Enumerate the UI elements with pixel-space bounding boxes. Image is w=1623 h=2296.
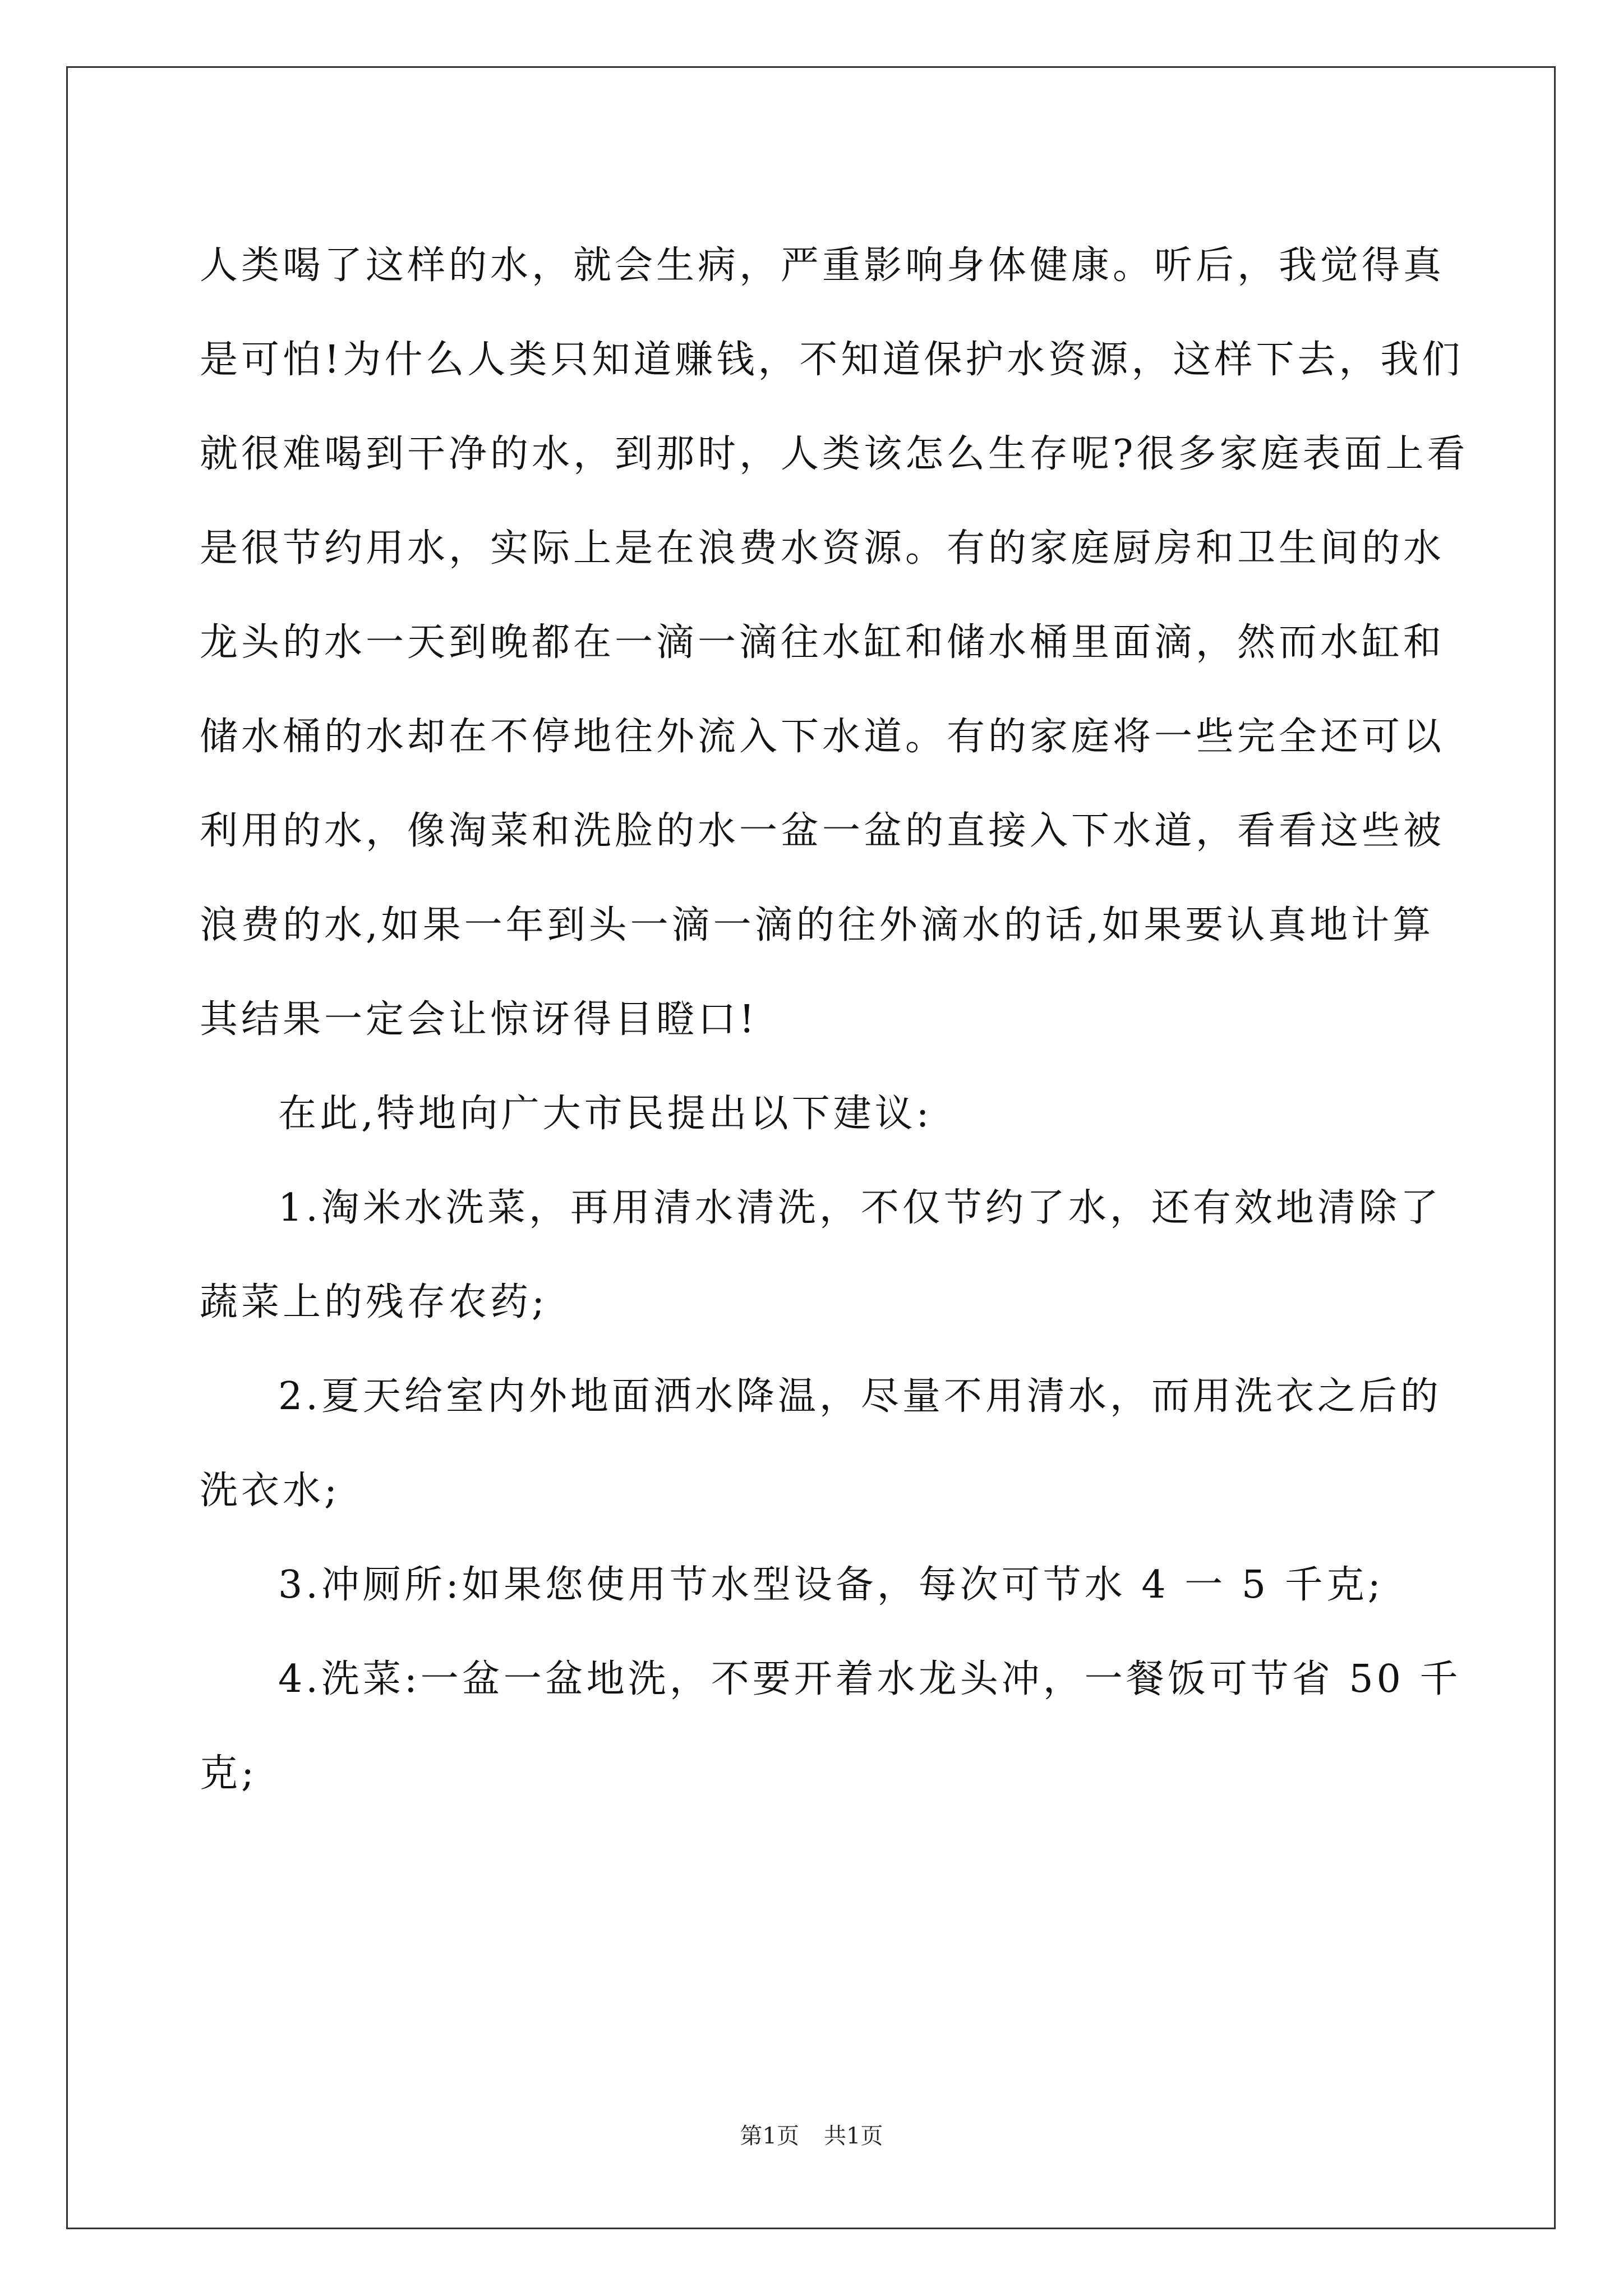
text-line: 人类喝了这样的水，就会生病，严重影响身体健康。听后，我觉得真	[200, 243, 1445, 288]
page-number: 第1页	[740, 2123, 799, 2149]
text-line: 蔬菜上的残存农药;	[200, 1280, 548, 1324]
suggestion-4: 4.洗菜:一盆一盆地洗，不要开着水龙头冲，一餐饭可节省 50 千	[278, 1657, 1461, 1701]
text-line: 利用的水，像淘菜和洗脸的水一盆一盆的直接入下水道，看看这些被	[200, 809, 1445, 853]
text-line: 其结果一定会让惊讶得目瞪口!	[200, 997, 758, 1042]
text-line: 洗衣水;	[200, 1469, 340, 1513]
text-line: 浪费的水,如果一年到头一滴一滴的往外滴水的话,如果要认真地计算	[200, 903, 1435, 947]
suggestion-1: 1.淘米水洗菜，再用清水清洗，不仅节约了水，还有效地清除了	[278, 1186, 1442, 1230]
text-line: 就很难喝到干净的水，到那时，人类该怎么生存呢?很多家庭表面上看	[200, 432, 1469, 476]
page-footer	[0, 2119, 1623, 2153]
document-body	[200, 219, 1469, 1821]
paragraph-intro: 在此,特地向广大市民提出以下建议:	[278, 1092, 933, 1136]
suggestion-3: 3.冲厕所:如果您使用节水型设备，每次可节水 4 一 5 千克;	[278, 1563, 1384, 1607]
text-line: 储水桶的水却在不停地往外流入下水道。有的家庭将一些完全还可以	[200, 715, 1445, 759]
suggestion-2: 2.夏天给室内外地面洒水降温，尽量不用清水，而用洗衣之后的	[278, 1374, 1442, 1419]
text-line: 龙头的水一天到晚都在一滴一滴往水缸和储水桶里面滴，然而水缸和	[200, 620, 1445, 665]
page-total: 共1页	[824, 2123, 883, 2149]
text-line: 是很节约用水，实际上是在浪费水资源。有的家庭厨房和卫生间的水	[200, 526, 1445, 570]
text-line: 是可怕!为什么人类只知道赚钱，不知道保护水资源，这样下去，我们	[200, 338, 1464, 382]
text-line: 克;	[200, 1751, 257, 1796]
